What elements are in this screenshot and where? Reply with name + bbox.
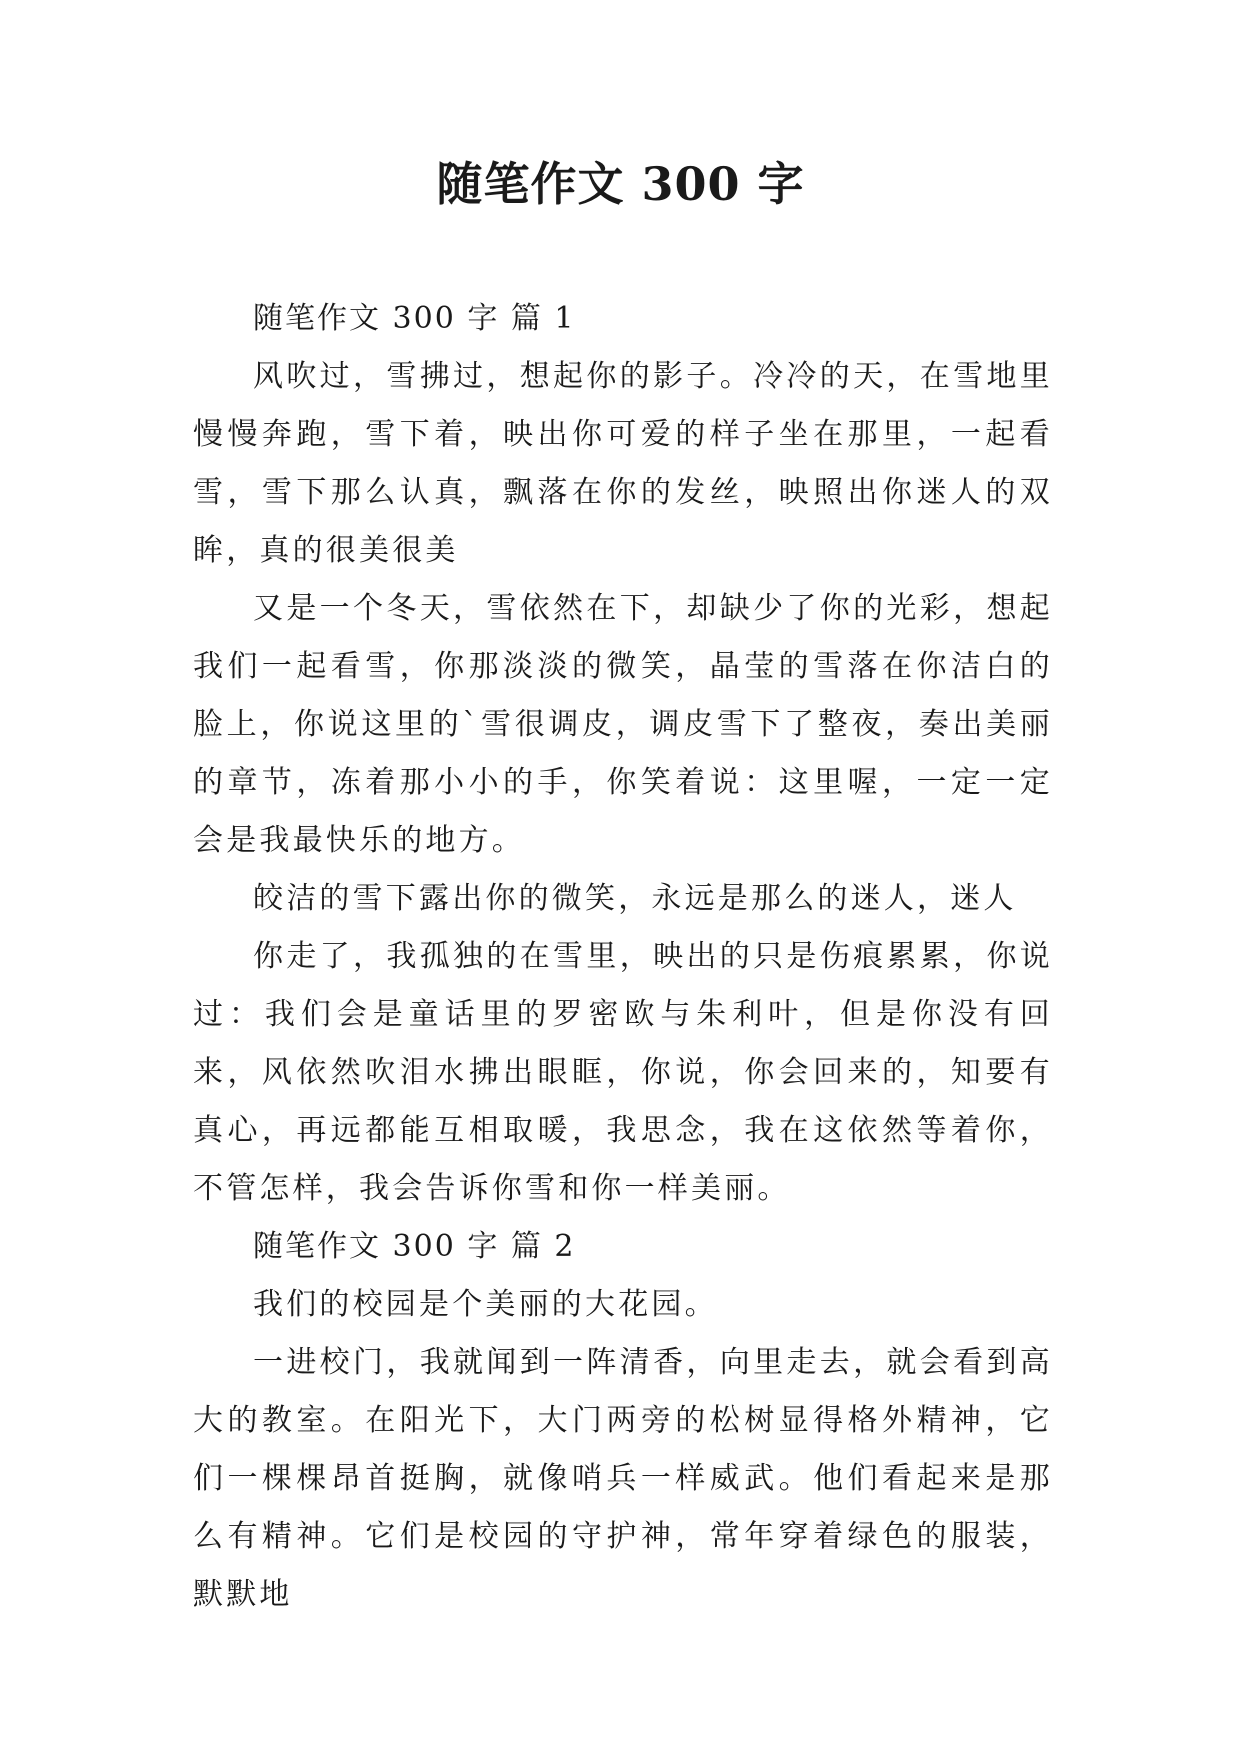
paragraph: 又是一个冬天，雪依然在下，却缺少了你的光彩，想起我们一起看雪，你那淡淡的微笑，晶莹的雪落在你洁白的脸上，你说这里的`雪很调皮，调皮雪下了整夜，奏出美丽的章节，冻着那小小的手，你笑着说：这里喔，一定一定会是我最快乐的地方。 — [193, 591, 1053, 858]
paragraph: 你走了，我孤独的在雪里，映出的只是伤痕累累，你说过：我们会是童话里的罗密欧与朱利叶，但是你没有回来，风依然吹泪水拂出眼眶，你说，你会回来的，知要有真心，再远都能互相取暖，我思念，我在这依然等着你，不管怎样，我会告诉你雪和你一样美丽。 — [193, 939, 1053, 1206]
paragraph: 一进校门，我就闻到一阵清香，向里走去，就会看到高大的教室。在阳光下，大门两旁的松树显得格外精神，它们一棵棵昂首挺胸，就像哨兵一样威武。他们看起来是那么有精神。它们是校园的守护神，常年穿着绿色的服装，默默地 — [193, 1345, 1053, 1612]
section-heading-2: 随笔作文 300 字 篇 2 — [253, 1229, 576, 1264]
section-heading-1: 随笔作文 300 字 篇 1 — [253, 301, 576, 336]
paragraph: 皎洁的雪下露出你的微笑，永远是那么的迷人，迷人 — [253, 881, 1017, 916]
document-title: 随笔作文 300 字 — [436, 157, 805, 211]
document-body — [193, 290, 1053, 1624]
paragraph: 我们的校园是个美丽的大花园。 — [253, 1287, 718, 1322]
paragraph: 风吹过，雪拂过，想起你的影子。冷冷的天，在雪地里慢慢奔跑，雪下着，映出你可爱的样子坐在那里，一起看雪，雪下那么认真，飘落在你的发丝，映照出你迷人的双眸，真的很美很美 — [193, 359, 1053, 568]
